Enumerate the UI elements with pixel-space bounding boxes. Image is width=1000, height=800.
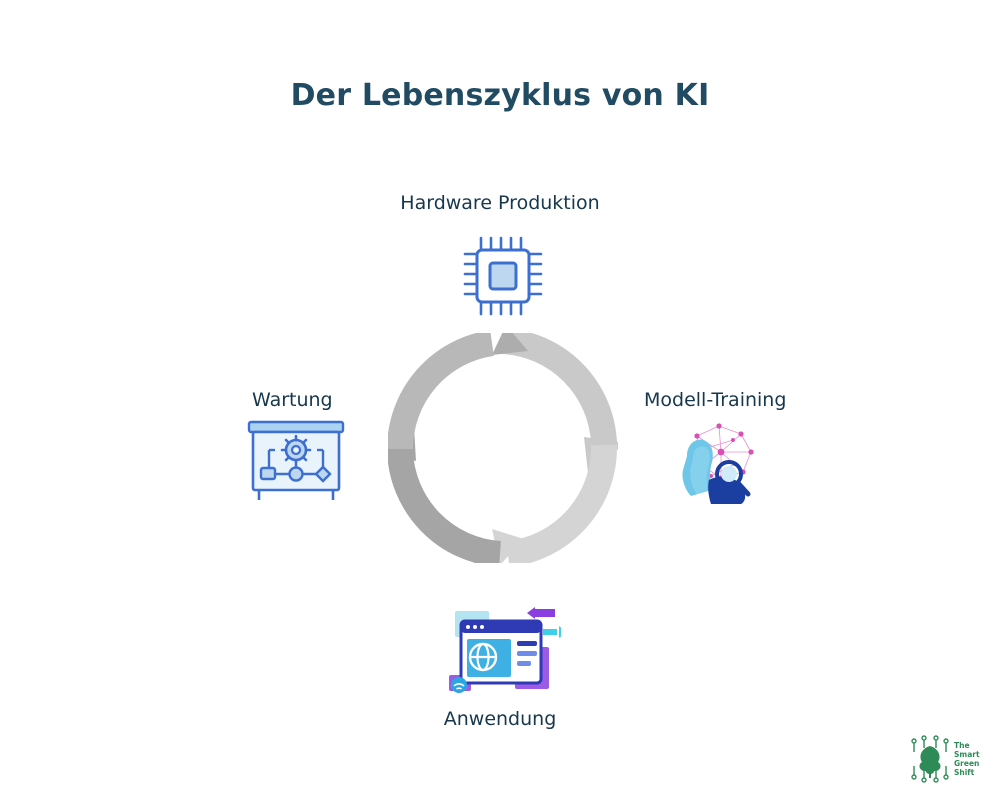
whiteboard-workflow-icon [247,418,345,506]
node-label-wartung: Wartung [252,389,333,411]
logo-line-3: Green [954,759,980,768]
microchip-icon [455,228,551,324]
green-tree-circuit-icon [908,734,952,784]
cycle-arrows [388,333,618,563]
web-application-icon [443,605,561,697]
node-label-anwendung: Anwendung [443,708,557,730]
node-label-hardware: Hardware Produktion [400,192,600,214]
logo-text [954,741,980,777]
arrow-wartung-to-hardware [400,343,492,449]
page-title: Der Lebenszyklus von KI [290,78,710,113]
cycle-diagram [388,333,618,563]
the-smart-green-shift-logo [908,733,984,785]
node-label-training: Modell-Training [644,389,787,411]
logo-line-4: Shift [954,768,975,777]
logo-line-2: Smart [954,750,980,759]
logo-line-1: The [954,741,970,750]
ai-head-network-icon [655,418,765,508]
